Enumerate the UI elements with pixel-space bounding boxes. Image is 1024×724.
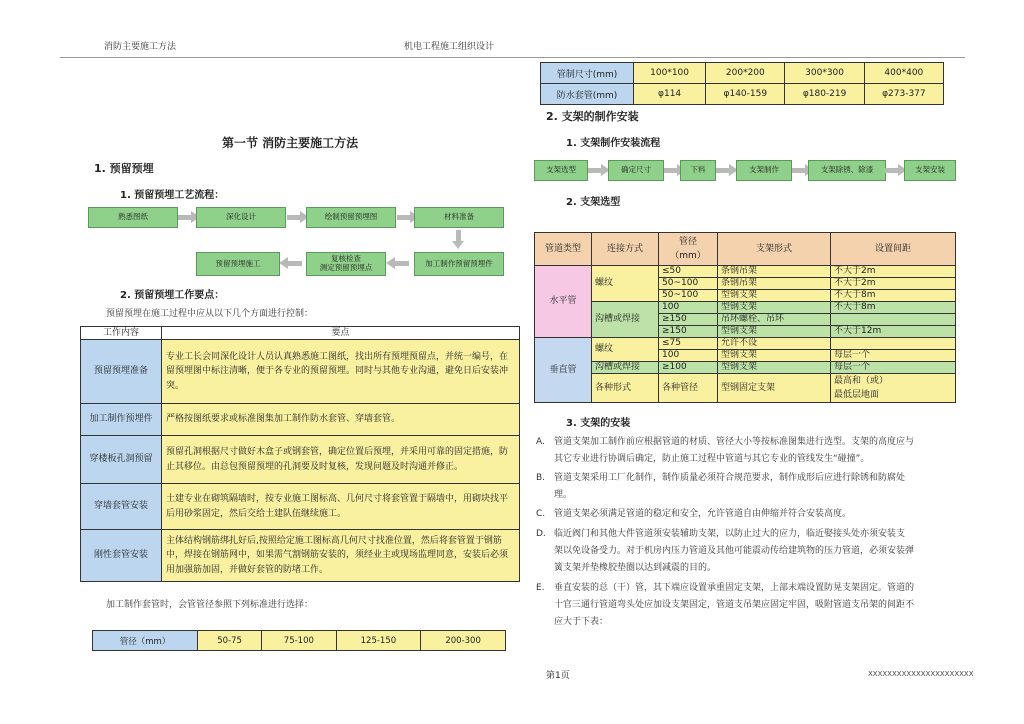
table-cell: 不大于2m xyxy=(831,266,956,278)
table-cell: 土建专业在砌筑隔墙时，按专业施工图标高、几何尺寸将套管置于隔墙中，用砌块找平后用砂浆固定，然后交给土建队伍继续施工。 xyxy=(162,484,520,530)
table-cell: 75-100 xyxy=(262,631,336,651)
table-row xyxy=(81,530,520,582)
flow-step-7: 预留预埋施工 xyxy=(196,252,280,276)
table-cell: 穿楼板孔洞预留 xyxy=(81,436,162,484)
table-cell: 50~100 xyxy=(659,278,718,290)
table-cell: 预留孔洞根据尺寸做好木盒子或钢套管，确定位置后预埋，并采用可靠的固定措施，防止其移位。由总包预留预埋的孔洞要及时复核，发现问题及时沟通并修正。 xyxy=(162,436,520,484)
table-header: 设置间距 xyxy=(831,233,956,266)
list-item xyxy=(536,434,966,468)
table-cell: 200*200 xyxy=(706,63,785,84)
table-row xyxy=(535,362,956,374)
table-cell: 垂直管 xyxy=(535,338,592,403)
table-cell: 防水套管(mm) xyxy=(541,84,634,105)
table-cell: 100*100 xyxy=(634,63,706,84)
table-cell xyxy=(831,338,956,350)
table-cell: 预留预埋准备 xyxy=(81,340,162,404)
table-cell: ≤75 xyxy=(659,338,718,350)
heading-prefab: 1. 预留预埋 xyxy=(94,162,154,175)
table-cell: 50-75 xyxy=(198,631,262,651)
flow-step-4: 材料准备 xyxy=(414,207,504,228)
table-cell: 300*300 xyxy=(785,63,864,84)
table-cell: 100 xyxy=(659,302,718,314)
flow-step-1: 熟悉图纸 xyxy=(88,207,178,228)
table-cell xyxy=(831,314,956,326)
table-row xyxy=(541,63,944,84)
table-cell: 不大于12m xyxy=(831,326,956,338)
table-cell: 吊环螺栓、吊环 xyxy=(718,314,831,326)
item-line: 理。 xyxy=(554,490,573,500)
table-cell: 穿墙套管安装 xyxy=(81,484,162,530)
flow2-step-2: 确定尺寸 xyxy=(608,160,664,181)
section-title: 第一节 消防主要施工方法 xyxy=(222,136,359,150)
item-line: 簧支架并垫橡胶垫圈以达到减震的目的。 xyxy=(554,563,717,573)
heading-support-flow: 1. 支架制作安装流程 xyxy=(566,138,661,149)
header-left: 消防主要施工方法 xyxy=(104,42,177,52)
flow-step-5: 加工制作预留预埋件 xyxy=(414,252,504,276)
sleeve-intro: 加工制作套管时，会管管径参照下列标准进行选择： xyxy=(106,600,314,610)
list-item xyxy=(536,580,966,631)
table-row xyxy=(535,302,956,314)
list-item xyxy=(536,506,966,523)
table-header: 要点 xyxy=(162,327,520,340)
table-header: 管径 （mm） xyxy=(659,233,718,266)
table-cell: 不大于8m xyxy=(831,290,956,302)
table-cell: 不大于2m xyxy=(831,278,956,290)
item-marker: D. xyxy=(536,529,546,539)
item-marker: A. xyxy=(536,437,545,447)
item-line: 应大于下表： xyxy=(554,617,609,627)
table-cell: 水平管 xyxy=(535,266,592,338)
flow2-step-5: 支架除锈、除漆 xyxy=(808,160,886,181)
table-row xyxy=(535,338,956,350)
support-type-table xyxy=(534,232,956,403)
table-cell: 加工制作预埋件 xyxy=(81,404,162,436)
table-cell: 螺纹 xyxy=(592,338,659,362)
item-line: 垂直安装的总（干）管，其下端应设置承重固定支架，上部末端设置防晃支架固定。管道的 xyxy=(554,583,915,593)
table-cell: φ114 xyxy=(634,84,706,105)
item-line: 十官三通行管道弯头处应加设支架固定，管道支吊架应固定牢固，吸附管道支吊架的间距不 xyxy=(554,600,915,610)
table-cell: 每层一个 xyxy=(831,350,956,362)
header-center: 机电工程施工组织设计 xyxy=(404,42,495,52)
table-cell: 各种形式 xyxy=(592,374,659,403)
page-number: 第1页 xyxy=(546,671,570,681)
table-cell: 沟槽或焊接 xyxy=(592,302,659,338)
table-cell: 型钢支架 xyxy=(718,302,831,314)
table-cell: 各种管径 xyxy=(659,374,718,403)
prefab-intro: 预留预埋在施工过程中应从以下几个方面进行控制： xyxy=(106,309,314,319)
table-cell: 条钢吊架 xyxy=(718,278,831,290)
table-cell: 型钢支架 xyxy=(718,362,831,374)
heading-support: 2. 支架的制作安装 xyxy=(546,110,639,123)
flow-step-3: 绘制预留预埋图 xyxy=(306,207,396,228)
table-cell: 严格按图纸要求或标准图集加工制作防水套管、穿墙套管。 xyxy=(162,404,520,436)
table-row xyxy=(93,631,506,651)
table-cell: 沟槽或焊接 xyxy=(592,362,659,374)
table-cell: 管径（mm） xyxy=(93,631,198,651)
item-marker: C. xyxy=(536,509,546,519)
table-cell: 管制尺寸(mm) xyxy=(541,63,634,84)
item-line: 管道支架采用工厂化制作，制作质量必须符合规范要求，制作成形后应进行除锈和防腐处 xyxy=(554,473,906,483)
item-line: 管道支架加工制作前应根据管道的材质、管径大小等按标准图集进行选型。支架的高度应与 xyxy=(554,437,915,447)
flow2-step-6: 支架安装 xyxy=(904,160,956,181)
table-header: 工作内容 xyxy=(81,327,162,340)
flow2-step-1: 支架选型 xyxy=(534,160,588,181)
footer-code: XXXXXXXXXXXXXXXXXXXXXX xyxy=(868,670,974,678)
table-cell: φ140-159 xyxy=(706,84,785,105)
table-cell: 400*400 xyxy=(864,63,943,84)
heading-support-type: 2. 支架选型 xyxy=(566,197,621,208)
table-header: 连接方式 xyxy=(592,233,659,266)
list-item xyxy=(536,470,966,504)
table-cell: ≥150 xyxy=(659,326,718,338)
flow2-step-3: 下料 xyxy=(680,160,716,181)
table-row xyxy=(81,484,520,530)
flow-step-2: 深化设计 xyxy=(196,207,286,228)
table-cell: 型钢支架 xyxy=(718,290,831,302)
table-cell: 主体结构钢筋绑扎好后,按照给定施工图标高几何尺寸找准位置，然后将套管置于钢筋中，焊接在钢筋网中，如果需气割钢筋安装的，须经业主或现场监理同意，安装后必须用加强筋加固，并做好套管的防堵工作。 xyxy=(162,530,520,582)
table-row xyxy=(535,266,956,278)
item-marker: E. xyxy=(536,583,545,593)
item-line: 管道支架必须满足管道的稳定和安全，允许管道自由伸缩并符合安装高度。 xyxy=(554,509,852,519)
table-cell: 每层一个 xyxy=(831,362,956,374)
table-cell: 最高和（或） 最低层地面 xyxy=(831,374,956,403)
table-cell: 不大于8m xyxy=(831,302,956,314)
table-cell: 50~100 xyxy=(659,290,718,302)
pipe-sleeve-table xyxy=(540,62,944,105)
table-row xyxy=(541,84,944,105)
table-header: 管道类型 xyxy=(535,233,592,266)
table-header: 支架形式 xyxy=(718,233,831,266)
table-row xyxy=(535,233,956,266)
table-cell: 条钢吊架 xyxy=(718,266,831,278)
header-rule xyxy=(60,57,965,58)
table-cell: 型钢支架 xyxy=(718,350,831,362)
table-row xyxy=(81,436,520,484)
item-marker: B. xyxy=(536,473,546,483)
table-row xyxy=(81,404,520,436)
table-cell: φ273-377 xyxy=(864,84,943,105)
table-row xyxy=(535,374,956,403)
flow2-step-4: 支架制作 xyxy=(736,160,792,181)
heading-prefab-flow: 1. 预留预埋工艺流程： xyxy=(120,190,225,201)
heading-prefab-points: 2. 预留预埋工作要点： xyxy=(120,290,225,301)
table-cell: 125-150 xyxy=(336,631,421,651)
table-cell: ≥100 xyxy=(659,362,718,374)
item-line: 其它专业进行协调后确定，防止施工过程中管道与其它专业的管线发生“碰撞”。 xyxy=(554,454,870,464)
table-cell: 200-300 xyxy=(421,631,506,651)
table-cell: 专业工长会同深化设计人员认真熟悉施工图纸，找出所有预埋预留点，并统一编号，在留预埋图中标注清晰，便于各专业的预留预埋。同时与其他专业沟通，避免日后安装冲突。 xyxy=(162,340,520,404)
table-cell: ≥150 xyxy=(659,314,718,326)
table-cell: ≤50 xyxy=(659,266,718,278)
table-row xyxy=(81,340,520,404)
table-cell: 刚性套管安装 xyxy=(81,530,162,582)
table-cell: 型钢支架 xyxy=(718,326,831,338)
heading-support-install: 3. 支架的安装 xyxy=(566,418,631,429)
work-points-table xyxy=(80,326,520,582)
flow-step-6: 复核检查 测定预留预埋点 xyxy=(306,252,386,276)
table-cell: 型钢固定支架 xyxy=(718,374,831,403)
table-cell: φ180-219 xyxy=(785,84,864,105)
table-cell: 允许不设 xyxy=(718,338,831,350)
sleeve-size-table xyxy=(92,630,506,651)
item-line: 架以免设备受力。对于机房内压力管道及其他可能震动传给建筑物的压力管道，必须安装弹 xyxy=(554,546,915,556)
table-cell: 100 xyxy=(659,350,718,362)
item-line: 临近阀门和其他大件管道须安装辅助支架，以防止过大的应力，临近娶接头处亦须安装支 xyxy=(554,529,906,539)
table-row xyxy=(81,327,520,340)
table-cell: 螺纹 xyxy=(592,266,659,302)
list-item xyxy=(536,526,966,577)
